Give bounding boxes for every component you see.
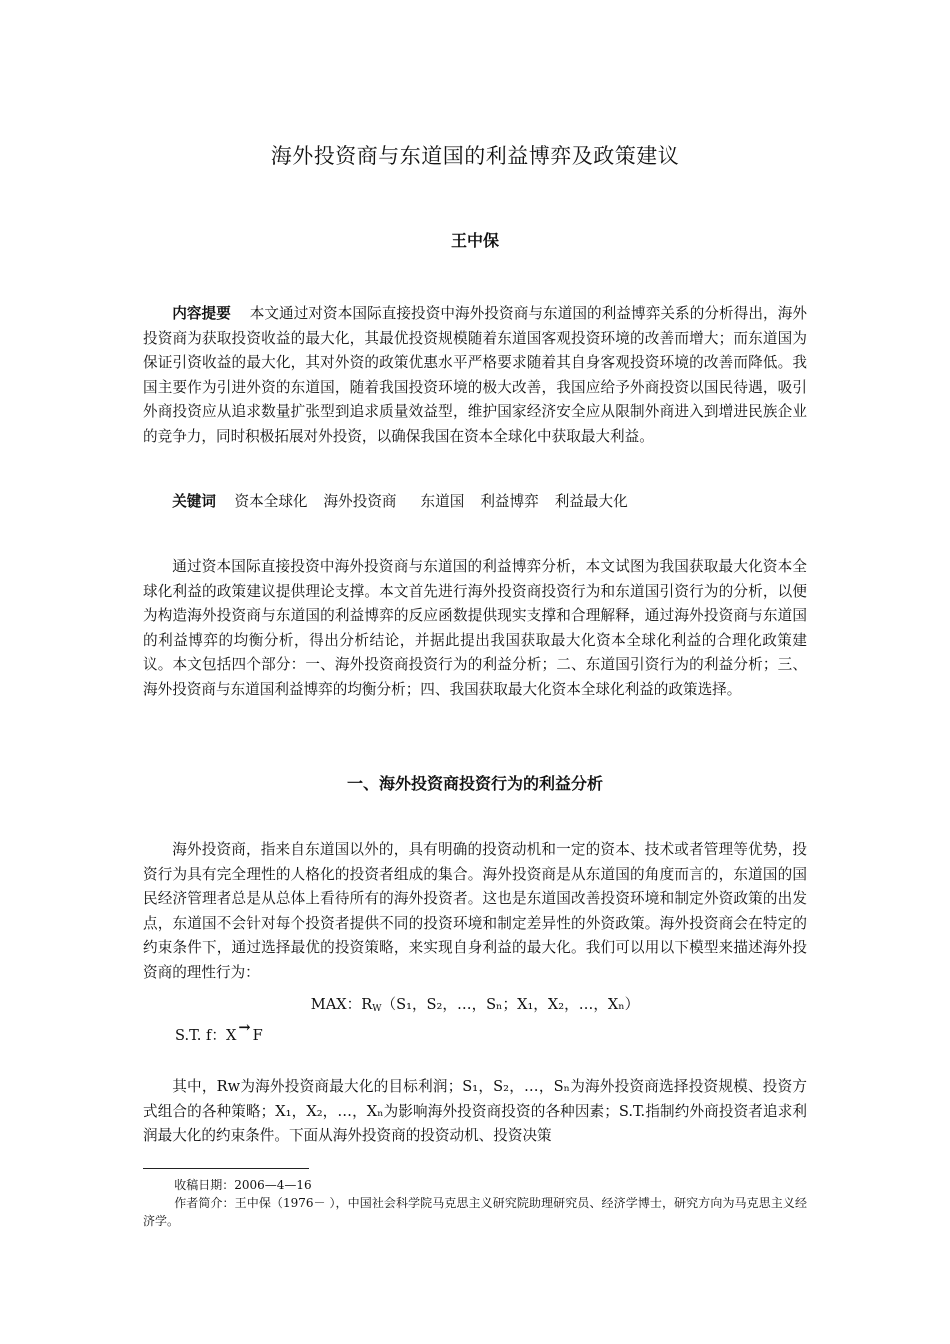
footnote-divider — [143, 1168, 309, 1169]
keyword-item: 利益博弈 — [480, 493, 539, 510]
paper-title: 海外投资商与东道国的利益博弈及政策建议 — [270, 144, 680, 168]
footnote-author-bio: 作者简介：王中保（1976－ ），中国社会科学院马克思主义研究院助理研究员、经济学博士，研究方向为马克思主义经济学。 — [143, 1196, 807, 1228]
abstract-label: 内容提要 — [172, 305, 231, 322]
arrow-icon: → — [238, 1019, 251, 1036]
formula-arguments: （S₁，S₂，…，Sₙ；X₁，X₂，…，Xₙ） — [381, 996, 640, 1013]
formula-prefix: MAX：R — [310, 996, 373, 1013]
keyword-item: 资本全球化 — [234, 493, 308, 510]
section1-paragraph-2: 其中，Rw为海外投资商最大化的目标利润；S₁，S₂，…，Sₙ为海外投资商选择投资规模、投资方式组合的各种策略；X₁，X₂，…，Xₙ为影响海外投资商投资的各种因素；S.T.指制约外商投资者追求利润最大化的约束条件。下面从海外投资商的投资动机、投资决策 — [143, 1078, 807, 1145]
abstract-text: 本文通过对资本国际直接投资中海外投资商与东道国的利益博弈关系的分析得出，海外投资商为获取投资收益的最大化，其最优投资规模随着东道国客观投资环境的改善而增大；而东道国为保证引资收益的最大化，其对外资的政策优惠水平严格要求随着其自身客观投资环境的改善而降低。我国主要作为引进外资的东道国，随着我国投资环境的极大改善，我国应给予外商投资以国民待遇，吸引外商投资应从追求数量扩张型到追求质量效益型，维护国家经济安全应从限制外商进入到增进民族企业的竞争力，同时积极拓展对外投资，以确保我国在资本全球化中获取最大利益。 — [143, 305, 807, 445]
formula-subscript: W — [372, 1004, 382, 1014]
section-heading: 一、海外投资商投资行为的利益分析 — [346, 774, 603, 793]
intro-paragraph: 通过资本国际直接投资中海外投资商与东道国的利益博弈分析，本文试图为我国获取最大化资本全球化利益的政策建议提供理论支撑。本文首先进行海外投资商投资行为和东道国引资行为的分析，以便为构造海外投资商与东道国的利益博弈的反应函数提供现实支撑和合理解释，通过海外投资商与东道国的利益博弈的均衡分析，得出分析结论，并据此提出我国获取最大化资本全球化利益的合理化政策建议。本文包括四个部分：一、海外投资商投资行为的利益分析；二、东道国引资行为的利益分析；三、海外投资商与东道国利益博弈的均衡分析；四、我国获取最大化资本全球化利益的政策选择。 — [143, 558, 807, 698]
keywords-label: 关键词 — [172, 493, 216, 510]
keywords-line — [143, 490, 807, 515]
constraint-suffix: F — [252, 1027, 263, 1044]
constraint-prefix: S.T. f：X — [175, 1027, 237, 1044]
keyword-item: 东道国 — [420, 493, 465, 510]
abstract-paragraph — [143, 302, 807, 450]
keyword-item: 海外投资商 — [323, 493, 397, 510]
author-name: 王中保 — [450, 231, 499, 250]
footnotes — [143, 1176, 807, 1230]
keyword-item: 利益最大化 — [554, 493, 628, 510]
section1-paragraph-1: 海外投资商，指来自东道国以外的，具有明确的投资动机和一定的资本、技术或者管理等优势，投资行为具有完全理性的人格化的投资者组成的集合。海外投资商是从东道国的角度而言的，东道国的国民经济管理者总是从总体上看待所有的海外投资者。这也是东道国改善投资环境和制定外资政策的出发点，东道国不会针对每个投资者提供不同的投资环境和制定差异性的外资政策。海外投资商会在特定的约束条件下，通过选择最优的投资策略，来实现自身利益的最大化。我们可以用以下模型来描述海外投资商的理性行为： — [143, 841, 807, 981]
model-formula — [0, 994, 950, 1020]
constraint-formula — [175, 1019, 263, 1047]
footnote-received-date: 收稿日期：2006—4—16 — [174, 1178, 312, 1192]
